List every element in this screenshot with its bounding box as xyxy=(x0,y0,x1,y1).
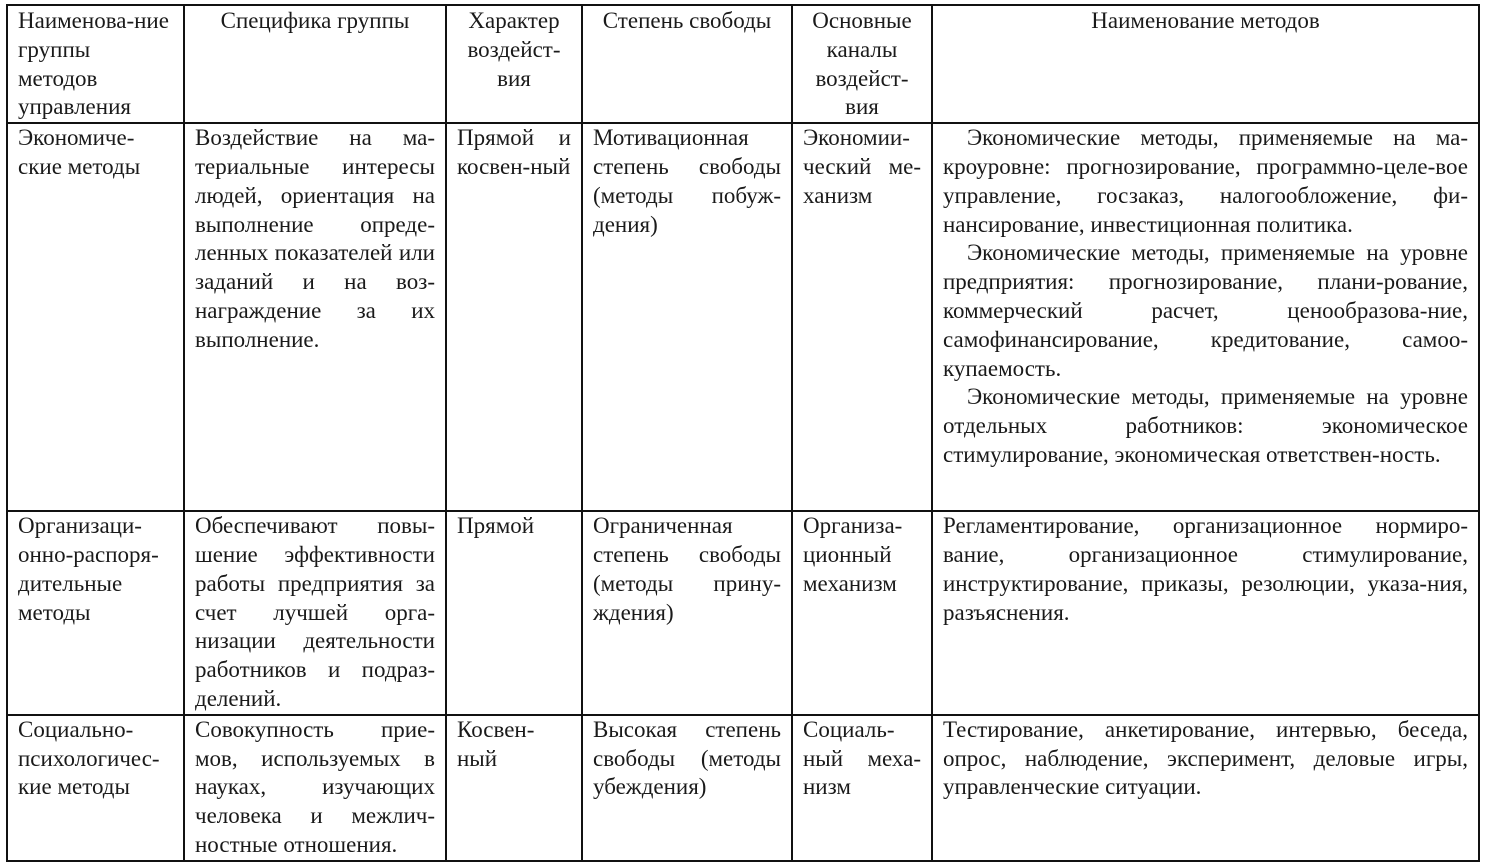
table-header-row xyxy=(7,5,1479,123)
methods-paragraph: Тестирование, анкетирование, интервью, беседа, опрос, наблюдение, эксперимент, деловые игры, управленческие ситуации. xyxy=(943,716,1468,800)
methods-paragraph: Экономические методы, применяемые на ма-кроуровне: прогнозирование, программно-целе-вое управление, госзаказ, налогообложение, фи-нансирование, инвестиционная политика. xyxy=(943,125,1468,237)
methods-paragraph: Экономические методы, применяемые на уровне отдельных работников: экономическое стимулирование, экономическая ответствен-ность. xyxy=(943,384,1468,467)
cell-group: Экономиче-ские методы xyxy=(7,123,184,511)
cell-freedom: Мотивационная степень свободы (методы побуж-дения) xyxy=(582,123,792,511)
methods-paragraph: Регламентирование, организационное нормиро-вание, организационное стимулирование, инструктирование, приказы, резолюции, указа-ния, разъяснения. xyxy=(943,513,1468,625)
cell-channels: Социаль-ный меха-низм xyxy=(792,715,932,861)
cell-freedom: Высокая степень свободы (методы убеждения) xyxy=(582,715,792,861)
cell-group: Социально-психологичес-кие методы xyxy=(7,715,184,861)
header-channels: Основные каналы воздейст-вия xyxy=(792,5,932,123)
cell-freedom: Ограниченная степень свободы (методы прину-ждения) xyxy=(582,511,792,715)
cell-channels: Экономии-ческий ме-ханизм xyxy=(792,123,932,511)
cell-methods xyxy=(932,123,1479,511)
header-specific: Специфика группы xyxy=(184,5,446,123)
cell-channels: Организа-ционный механизм xyxy=(792,511,932,715)
management-methods-table xyxy=(6,4,1480,862)
header-methods: Наименование методов xyxy=(932,5,1479,123)
header-group: Наименова-ние группы методов управления xyxy=(7,5,184,123)
cell-specific: Совокупность прие-мов, используемых в науках, изучающих человека и межлич-ностные отношения. xyxy=(184,715,446,861)
cell-methods xyxy=(932,715,1479,861)
cell-specific: Обеспечивают повы-шение эффективности работы предприятия за счет лучшей орга-низации деятельности работников и подраз-делений. xyxy=(184,511,446,715)
table-row xyxy=(7,511,1479,715)
methods-paragraph: Экономические методы, применяемые на уровне предприятия: прогнозирование, плани-рование, коммерческий расчет, ценообразова-ние, самофинансирование, кредитование, самоо-купаемость. xyxy=(943,240,1468,381)
cell-specific: Воздействие на ма-териальные интересы людей, ориентация на выполнение опреде-ленных показателей или заданий и на воз-награждение за их выполнение. xyxy=(184,123,446,511)
table-row xyxy=(7,715,1479,861)
cell-character: Косвен-ный xyxy=(446,715,582,861)
table-row xyxy=(7,123,1479,511)
header-freedom: Степень свободы xyxy=(582,5,792,123)
header-character: Характер воздейст-вия xyxy=(446,5,582,123)
cell-group: Организаци-онно-распоря-дительные методы xyxy=(7,511,184,715)
cell-methods xyxy=(932,511,1479,715)
cell-character: Прямой и косвен-ный xyxy=(446,123,582,511)
cell-character: Прямой xyxy=(446,511,582,715)
